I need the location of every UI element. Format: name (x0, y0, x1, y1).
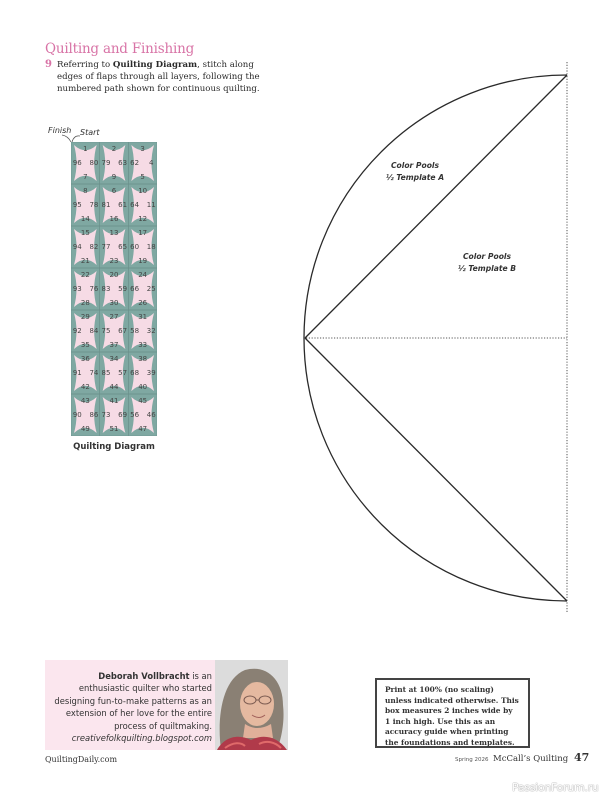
quilting-path-number: 40 (138, 383, 148, 392)
designer-name: Deborah Vollbracht (98, 671, 190, 681)
quilting-path-number: 96 (72, 159, 82, 167)
quilting-path-number: 46 (146, 411, 156, 419)
quilting-path-number: 90 (72, 411, 82, 419)
quilting-path-number: 75 (101, 327, 111, 335)
quilting-path-number: 8 (83, 186, 88, 195)
designer-bio-text: Deborah Vollbracht is an enthusiastic quilter who started designing fun-to-make patterns as an extension of her love for the entire process of quiltmaking. creativefolkquilting.blogspot.com (54, 671, 212, 744)
quilting-path-number: 28 (80, 299, 90, 308)
quilting-path-number: 94 (72, 243, 82, 251)
quilting-path-number: 4 (149, 159, 154, 167)
quilting-path-number: 22 (80, 270, 90, 279)
quilting-path-number: 56 (130, 411, 140, 419)
quilting-path-number: 10 (138, 186, 148, 195)
quilting-path-number: 30 (109, 299, 119, 308)
quilting-path-number: 16 (109, 215, 119, 224)
quilting-path-number: 57 (118, 369, 128, 377)
footer-season: Spring 2026 (455, 757, 489, 763)
quilting-path-number: 77 (101, 243, 111, 251)
quilting-path-number: 14 (80, 215, 90, 224)
quilting-path-number: 80 (89, 159, 99, 167)
quilting-path-number: 31 (138, 312, 148, 321)
designer-blog-link[interactable]: creativefolkquilting.blogspot.com (71, 733, 212, 744)
quilting-path-number: 37 (109, 341, 119, 350)
quilting-path-number: 36 (80, 354, 90, 363)
quilting-path-number: 18 (146, 243, 156, 251)
quilting-path-number: 78 (89, 201, 99, 209)
quilting-path-number: 6 (111, 186, 117, 195)
quilting-path-number: 84 (89, 327, 99, 335)
quilting-path-number: 39 (146, 369, 156, 377)
quilting-path-number: 43 (80, 396, 90, 405)
quilting-path-number: 64 (130, 201, 140, 209)
quilting-path-number: 82 (89, 243, 99, 251)
quilting-path-number: 34 (109, 354, 119, 363)
quilting-path-number: 26 (138, 299, 148, 308)
quilting-path-number: 9 (111, 173, 117, 182)
quilting-path-number: 60 (130, 243, 140, 251)
quilting-path-number: 7 (83, 173, 88, 182)
footer-magazine: McCall’s Quilting (493, 754, 569, 764)
template-a-b-divider-bottom (305, 338, 567, 601)
quilting-path-number: 15 (80, 228, 90, 237)
quilting-path-number: 45 (138, 396, 148, 405)
quilting-path-number: 69 (118, 411, 128, 419)
template-b-label: Color Pools ½ Template B (457, 252, 517, 273)
quilting-path-number: 25 (146, 285, 156, 293)
step-number: 9 (45, 59, 52, 70)
quilting-path-number: 65 (118, 243, 128, 251)
quilting-path-number: 33 (138, 341, 148, 350)
quilting-path-number: 86 (89, 411, 99, 419)
designer-photo (215, 660, 288, 750)
quilting-path-number: 95 (72, 201, 82, 209)
quilting-path-number: 35 (80, 341, 90, 350)
quilting-diagram-caption: Quilting Diagram (73, 442, 155, 452)
quilting-path-number: 32 (146, 327, 156, 335)
quilting-path-number: 12 (138, 215, 148, 224)
watermark: PassionForum.ru (512, 781, 599, 794)
quilting-path-number: 62 (130, 159, 140, 167)
start-label: Start (80, 128, 100, 137)
quilting-path-number: 1 (83, 144, 88, 153)
quilting-path-number: 85 (101, 369, 111, 377)
quilting-path-number: 83 (101, 285, 111, 293)
quilting-path-number: 23 (109, 257, 119, 266)
quilting-path-number: 41 (109, 396, 119, 405)
quilting-path-number: 93 (72, 285, 82, 293)
quilting-path-number: 38 (138, 354, 148, 363)
quilting-path-number: 29 (80, 312, 90, 321)
quilting-path-number: 59 (118, 285, 128, 293)
quilting-path-number: 24 (138, 270, 148, 279)
quilting-path-number: 21 (80, 257, 90, 266)
quilting-path-number: 92 (72, 327, 82, 335)
quilting-path-number: 51 (109, 425, 119, 434)
section-title: Quilting and Finishing (45, 41, 195, 57)
template-a-label: Color Pools ½ Template A (385, 161, 445, 182)
quilting-path-number: 2 (111, 144, 117, 153)
quilting-path-number: 67 (118, 327, 128, 335)
quilting-path-number: 27 (109, 312, 119, 321)
finish-label: Finish (48, 126, 72, 135)
quilting-path-number: 68 (130, 369, 140, 377)
quilting-path-number: 3 (140, 144, 145, 153)
quilting-path-number: 79 (101, 159, 111, 167)
page-number: 47 (574, 751, 590, 764)
step-text-bold-ref: Quilting Diagram (112, 60, 198, 70)
quilting-path-number: 20 (109, 270, 119, 279)
quilting-path-number: 73 (101, 411, 111, 419)
quilting-path-number: 49 (80, 425, 90, 434)
quilting-path-number: 63 (118, 159, 128, 167)
quilting-path-number: 5 (140, 173, 145, 182)
quilting-path-number: 11 (146, 201, 156, 209)
print-accuracy-box: Print at 100% (no scaling) unless indicated otherwise. This box measures 2 inches wide by 1 inch high. Use this as an accuracy guide when printing the foundations and templates. (375, 678, 530, 748)
quilting-path-number: 81 (101, 201, 111, 209)
quilting-path-number: 66 (130, 285, 140, 293)
template-a-b-divider-top (305, 75, 567, 338)
quilting-path-number: 74 (89, 369, 99, 377)
quilting-path-number: 47 (138, 425, 148, 434)
quilting-path-number: 61 (118, 201, 128, 209)
step-text: Referring to Quilting Diagram, stitch along edges of flaps through all layers, following the numbered path shown for continuous quilting. (57, 60, 260, 95)
quilting-path-number: 13 (109, 228, 119, 237)
quilting-path-number: 76 (89, 285, 99, 293)
quilting-path-number: 17 (138, 228, 148, 237)
quilting-path-number: 44 (109, 383, 119, 392)
footer-site: QuiltingDaily.com (45, 755, 118, 764)
portrait-image-icon (215, 660, 288, 750)
quilting-path-number: 58 (130, 327, 140, 335)
quilting-path-number: 19 (138, 257, 148, 266)
quilting-path-number: 42 (80, 383, 90, 392)
quilting-path-number: 91 (72, 369, 82, 377)
